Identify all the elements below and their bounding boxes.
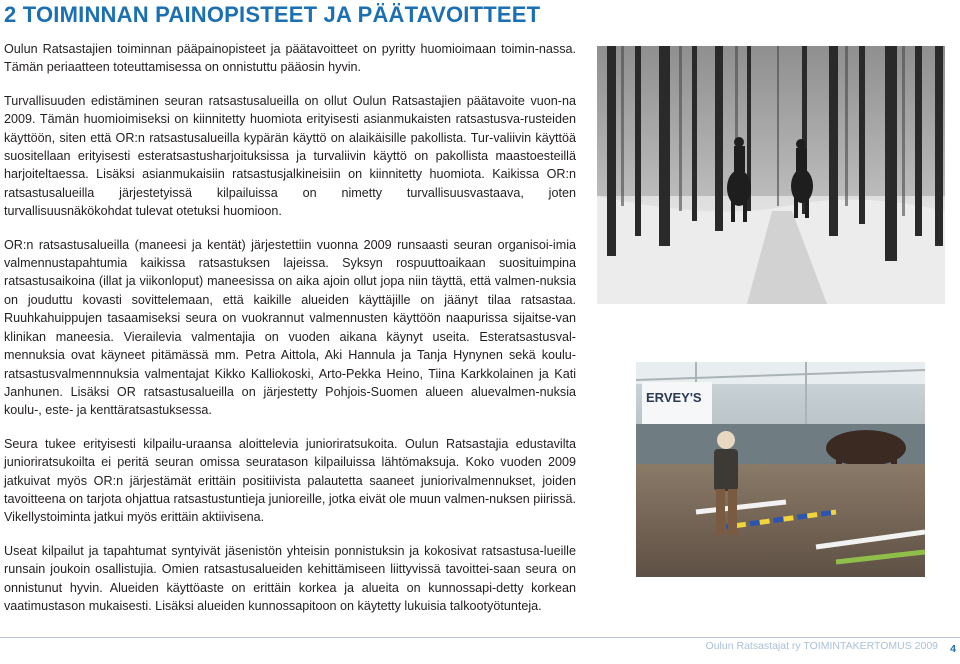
paragraph-intro: Oulun Ratsastajien toiminnan pääpainopisteet ja päätavoitteet on pyritty huomioimaan toimin-nassa. Tämän periaatteen toteuttamisessa on onnistuttu pääosin hyvin.	[4, 42, 576, 75]
page-heading: 2 TOIMINNAN PAINOPISTEET JA PÄÄTAVOITTEET	[4, 2, 541, 27]
photo-winter-riders	[597, 46, 945, 304]
paragraph-events: Useat kilpailut ja tapahtumat syntyivät jäsenistön yhteisin ponnistuksin ja kokosivat ratsastusa-lueille runsain joukoin osallistujia. Omien ratsastusalueiden kehittämiseen liittyvissä tavoittei-saan seura on onnistunut hyvin. Alueiden käyttöaste on erittäin korkea ja alueita on kunnossapi-detty korkean vaatimustason mukaisesti. Lisäksi alueiden kunnossapitoon on käytetty lukuisia talkootyötunteja.	[4, 543, 576, 613]
footer-rule	[0, 637, 960, 638]
paragraph-coaching: OR:n ratsastusalueilla (maneesi ja kentät) järjestettiin vuonna 2009 runsaasti seuran organisoi-imia valmennustapahtumia kaikissa ratsastuksen lajeissa. Syksyn rospuuttoaikaan suosituimpina ratsastusaikoina (illat ja viikonloput) maneesissa on aika ajoin ollut jopa niin täyttä, että valmen-nuksia on jouduttu kovasti sovittelemaan, että kaikille alueiden käyttäjille on jäänyt tilaa ratsastaa. Ruuhkahuippujen tasaamiseksi seura on vuokrannut valmennusten käyttöön naapurissa sijaitse-van klinikan maneesia. Vierailevia valmentajia on vuoden aikana käynyt useita. Esteratsastusval-mennuksia ovat käyneet pitämässä mm. Petra Aittola, Aki Hannula ja Tanja Hynynen sekä koulu-ratsastusvalmennnuksia valmentajat Kikko Kalliokoski, Arto-Pekka Heino, Tiina Karkkolainen ja Kati Janhunen. Lisäksi OR ratsastusalueilla on järjestetty Pohjois-Suomen alueen aluevalmen-nuksia koulu-, este- ja kenttäratsastuksessa.	[4, 237, 576, 418]
footer-title: Oulun Ratsastajat ry TOIMINTAKERTOMUS 2009	[705, 640, 938, 652]
paragraph-safety	[4, 92, 576, 221]
body-text	[4, 40, 576, 630]
paragraph-safety-text: Turvallisuuden edistäminen seuran ratsastusalueilla on ollut Oulun Ratsastajien päätavoite vuon-na 2009. Tämän huomioimiseksi on kiinnitetty huomiota erityisesti asianmukaisten ratsastusva-rusteiden käyttöön, siten että OR:n ratsastusalueilla kypärän käyttö on alaikäisille pakollista. Tur-valiivin käyttöä suositellaan erityisesti esteratsastusharjoituksissa ja turvaliivin käyttö on pakollista maastoesteillä harjoiteltaessa. Lisäksi asianmukaisiin ratsastusjalkineisiin on kiinnitetty huomiota. Kaikissa OR:n ratsastusalueilla järjestetyissä kilpailuissa on nimetty turvallisuusvastaava, joten turvallisuusnäkökohdat tulevat otetuksi huomioon.	[4, 93, 576, 219]
page-number: 4	[950, 643, 956, 655]
photo-arena-rider	[636, 362, 925, 577]
paragraph-juniors: Seura tukee erityisesti kilpailu-uraansa aloittelevia junioriratsukoita. Oulun Ratsastajia edustavilta junioriratsukoilta ei peritä seuran omissa seuratason kilpailuissa lähtömaksuja. Koko vuoden 2009 jatkuivat myös OR:n järjestämät erittäin positiivista palautetta saaneet juniorivalmennukset, joiden tavoitteena on tarjota ohjattua ratsastustuntieja junioreille, jotka eivät ole muun valmen-nuksen piirissä. Vikellystoiminta jatkui myös erittäin aktiivisena.	[4, 436, 576, 525]
arena-sign-text: ERVEY'S	[646, 390, 702, 405]
